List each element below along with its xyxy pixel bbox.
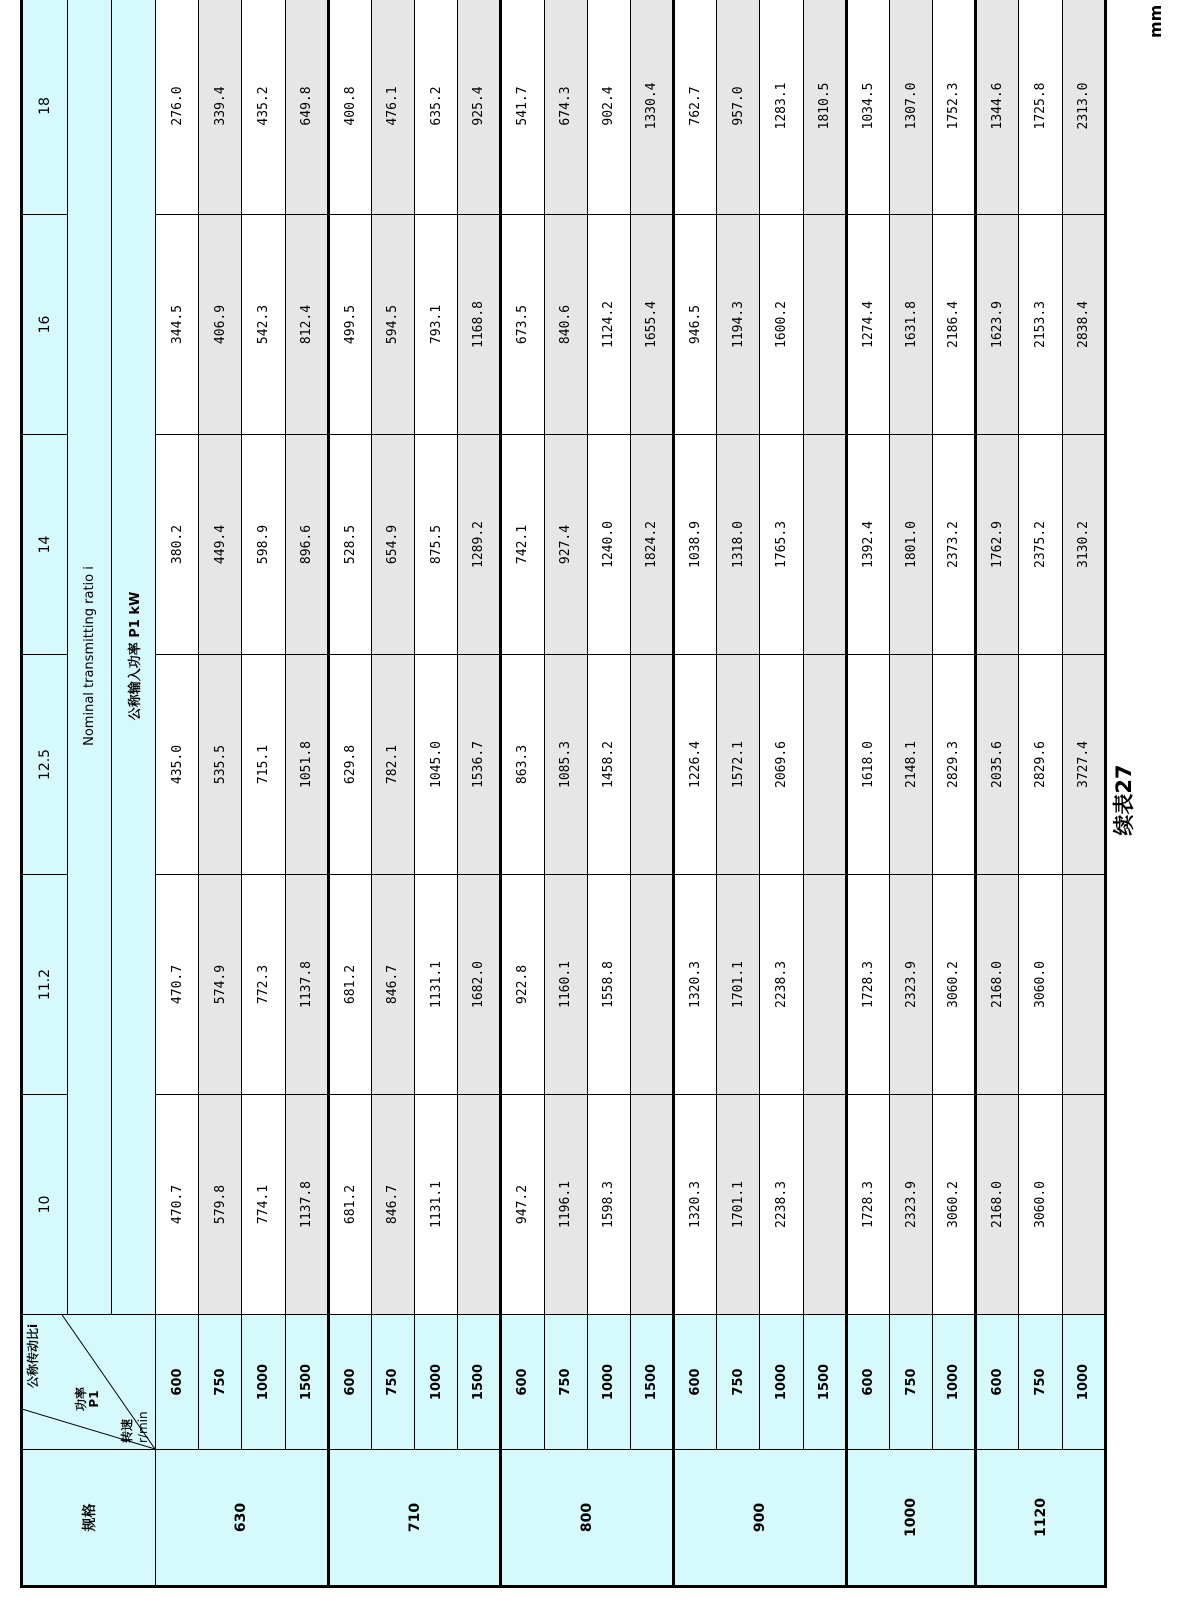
power-value-cell: 927.4 <box>544 435 587 655</box>
power-value-cell: 2238.3 <box>760 875 803 1095</box>
power-value-cell: 1458.2 <box>587 655 630 875</box>
power-value-cell <box>458 1095 501 1315</box>
power-value-cell: 380.2 <box>156 435 199 655</box>
power-value-cell: 535.5 <box>199 655 242 875</box>
table-row <box>415 0 458 1587</box>
power-value-cell: 1307.0 <box>889 0 932 215</box>
power-value-cell: 715.1 <box>242 655 285 875</box>
table-row <box>544 0 587 1587</box>
power-value-cell: 674.3 <box>544 0 587 215</box>
power-caption: 公称输入功率 P1 kW <box>112 0 156 1315</box>
power-value-cell: 1752.3 <box>933 0 976 215</box>
power-value-cell: 2323.9 <box>889 875 932 1095</box>
power-value-cell: 1824.2 <box>630 435 673 655</box>
power-value-cell <box>1062 875 1105 1095</box>
power-value-cell: 1137.8 <box>285 875 328 1095</box>
power-value-cell: 863.3 <box>501 655 544 875</box>
power-value-cell: 579.8 <box>199 1095 242 1315</box>
speed-cell: 1500 <box>285 1315 328 1450</box>
spec-cell: 1120 <box>976 1450 1106 1587</box>
power-value-cell: 840.6 <box>544 215 587 435</box>
speed-cell: 1000 <box>587 1315 630 1450</box>
power-value-cell: 1701.1 <box>717 875 760 1095</box>
power-value-cell: 1194.3 <box>717 215 760 435</box>
power-value-cell: 896.6 <box>285 435 328 655</box>
power-value-cell: 1623.9 <box>976 215 1019 435</box>
power-value-cell: 1051.8 <box>285 655 328 875</box>
power-value-cell: 3060.2 <box>933 875 976 1095</box>
power-value-cell <box>803 215 846 435</box>
table-row <box>889 0 932 1587</box>
page-title: 续表27 <box>1112 764 1136 836</box>
power-value-cell: 774.1 <box>242 1095 285 1315</box>
power-value-cell: 947.2 <box>501 1095 544 1315</box>
power-value-cell: 1728.3 <box>846 1095 889 1315</box>
power-value-cell: 681.2 <box>328 875 371 1095</box>
spec-cell: 1000 <box>846 1450 976 1587</box>
power-value-cell: 762.7 <box>674 0 717 215</box>
power-value-cell: 1034.5 <box>846 0 889 215</box>
power-value-cell: 2838.4 <box>1062 215 1105 435</box>
table-row <box>674 0 717 1587</box>
power-value-cell: 1801.0 <box>889 435 932 655</box>
power-value-cell: 400.8 <box>328 0 371 215</box>
power-value-cell <box>803 435 846 655</box>
power-value-cell: 1682.0 <box>458 875 501 1095</box>
power-value-cell: 635.2 <box>415 0 458 215</box>
power-value-cell: 2323.9 <box>889 1095 932 1315</box>
power-value-cell: 470.7 <box>156 875 199 1095</box>
power-value-cell: 406.9 <box>199 215 242 435</box>
power-value-cell: 1725.8 <box>1019 0 1062 215</box>
power-value-cell: 1344.6 <box>976 0 1019 215</box>
power-value-cell: 2168.0 <box>976 1095 1019 1315</box>
speed-cell: 600 <box>156 1315 199 1450</box>
power-value-cell: 598.9 <box>242 435 285 655</box>
power-value-cell: 2375.2 <box>1019 435 1062 655</box>
power-value-cell <box>630 1095 673 1315</box>
speed-cell: 750 <box>199 1315 242 1450</box>
power-value-cell: 2373.2 <box>933 435 976 655</box>
ratio-header: 10 <box>22 1095 68 1315</box>
power-value-cell <box>1062 1095 1105 1315</box>
spec-header: 规格 <box>22 1450 156 1587</box>
speed-cell: 1500 <box>803 1315 846 1450</box>
diagonal-header <box>22 1315 156 1450</box>
power-value-cell: 1038.9 <box>674 435 717 655</box>
power-value-cell: 846.7 <box>371 1095 414 1315</box>
power-value-cell: 3060.0 <box>1019 875 1062 1095</box>
speed-cell: 750 <box>889 1315 932 1450</box>
table-body <box>156 0 1106 1587</box>
power-value-cell: 2186.4 <box>933 215 976 435</box>
power-value-cell: 528.5 <box>328 435 371 655</box>
power-value-cell: 1762.9 <box>976 435 1019 655</box>
power-value-cell: 470.7 <box>156 1095 199 1315</box>
table-row <box>760 0 803 1587</box>
table-row <box>1019 0 1062 1587</box>
power-value-cell <box>803 1095 846 1315</box>
power-value-cell: 2035.6 <box>976 655 1019 875</box>
power-value-cell: 1226.4 <box>674 655 717 875</box>
power-table <box>20 0 1107 1588</box>
table-row <box>717 0 760 1587</box>
speed-cell: 600 <box>846 1315 889 1450</box>
power-value-cell: 3130.2 <box>1062 435 1105 655</box>
power-value-cell: 2829.3 <box>933 655 976 875</box>
table-row <box>285 0 328 1587</box>
power-value-cell: 499.5 <box>328 215 371 435</box>
power-value-cell: 629.8 <box>328 655 371 875</box>
table-row <box>328 0 371 1587</box>
power-value-cell: 2148.1 <box>889 655 932 875</box>
spec-cell: 800 <box>501 1450 674 1587</box>
power-value-cell: 2069.6 <box>760 655 803 875</box>
power-value-cell: 1168.8 <box>458 215 501 435</box>
table-row <box>199 0 242 1587</box>
ratio-header: 18 <box>22 0 68 215</box>
power-value-cell: 902.4 <box>587 0 630 215</box>
power-value-cell: 1289.2 <box>458 435 501 655</box>
power-value-cell <box>630 875 673 1095</box>
power-value-cell: 594.5 <box>371 215 414 435</box>
power-value-cell: 1392.4 <box>846 435 889 655</box>
power-value-cell: 772.3 <box>242 875 285 1095</box>
ratio-header: 16 <box>22 215 68 435</box>
speed-cell: 1500 <box>458 1315 501 1450</box>
power-value-cell: 1558.8 <box>587 875 630 1095</box>
speed-cell: 1000 <box>415 1315 458 1450</box>
power-value-cell: 1765.3 <box>760 435 803 655</box>
table-row <box>587 0 630 1587</box>
speed-cell: 1000 <box>242 1315 285 1450</box>
power-value-cell: 1536.7 <box>458 655 501 875</box>
power-value-cell: 957.0 <box>717 0 760 215</box>
speed-corner-label: 转速 <box>120 1418 134 1443</box>
speed-unit-label: r/min <box>136 1411 150 1443</box>
power-value-cell: 1598.3 <box>587 1095 630 1315</box>
power-value-cell: 846.7 <box>371 875 414 1095</box>
table-row <box>846 0 889 1587</box>
power-value-cell <box>803 655 846 875</box>
power-value-cell: 276.0 <box>156 0 199 215</box>
power-value-cell: 1318.0 <box>717 435 760 655</box>
ratio-header: 12.5 <box>22 655 68 875</box>
power-value-cell: 1600.2 <box>760 215 803 435</box>
power-value-cell: 1283.1 <box>760 0 803 215</box>
power-value-cell: 1728.3 <box>846 875 889 1095</box>
power-value-cell: 541.7 <box>501 0 544 215</box>
power-value-cell: 875.5 <box>415 435 458 655</box>
power-value-cell: 2153.3 <box>1019 215 1062 435</box>
speed-cell: 1000 <box>933 1315 976 1450</box>
power-value-cell: 1124.2 <box>587 215 630 435</box>
power-value-cell: 1572.1 <box>717 655 760 875</box>
table-row <box>458 0 501 1587</box>
power-value-cell: 1701.1 <box>717 1095 760 1315</box>
ratio-header: 11.2 <box>22 875 68 1095</box>
power-value-cell: 1160.1 <box>544 875 587 1095</box>
power-value-cell: 449.4 <box>199 435 242 655</box>
power-value-cell: 673.5 <box>501 215 544 435</box>
speed-cell: 750 <box>1019 1315 1062 1450</box>
power-value-cell: 1137.8 <box>285 1095 328 1315</box>
power-value-cell: 1196.1 <box>544 1095 587 1315</box>
power-value-cell: 925.4 <box>458 0 501 215</box>
table-row <box>933 0 976 1587</box>
power-value-cell: 742.1 <box>501 435 544 655</box>
unit-label: mm <box>1146 4 1165 38</box>
power-value-cell: 1810.5 <box>803 0 846 215</box>
power-value-cell: 3060.2 <box>933 1095 976 1315</box>
power-value-cell: 654.9 <box>371 435 414 655</box>
table-row <box>803 0 846 1587</box>
power-value-cell: 1045.0 <box>415 655 458 875</box>
power-value-cell: 435.0 <box>156 655 199 875</box>
power-value-cell: 3060.0 <box>1019 1095 1062 1315</box>
power-value-cell: 1655.4 <box>630 215 673 435</box>
table-row <box>976 0 1019 1587</box>
speed-cell: 1000 <box>760 1315 803 1450</box>
table-row <box>630 0 673 1587</box>
power-value-cell: 782.1 <box>371 655 414 875</box>
speed-cell: 600 <box>501 1315 544 1450</box>
speed-cell: 600 <box>976 1315 1019 1450</box>
speed-cell: 600 <box>674 1315 717 1450</box>
speed-cell: 750 <box>371 1315 414 1450</box>
power-value-cell: 1320.3 <box>674 1095 717 1315</box>
table-row <box>242 0 285 1587</box>
power-value-cell: 649.8 <box>285 0 328 215</box>
power-value-cell: 1274.4 <box>846 215 889 435</box>
power-value-cell: 339.4 <box>199 0 242 215</box>
power-value-cell: 2168.0 <box>976 875 1019 1095</box>
power-value-cell: 1330.4 <box>630 0 673 215</box>
power-value-cell: 2238.3 <box>760 1095 803 1315</box>
power-value-cell: 2313.0 <box>1062 0 1105 215</box>
power-value-cell: 1618.0 <box>846 655 889 875</box>
power-value-cell: 1131.1 <box>415 1095 458 1315</box>
power-value-cell <box>803 875 846 1095</box>
power-value-cell: 435.2 <box>242 0 285 215</box>
power-value-cell: 1131.1 <box>415 875 458 1095</box>
power-value-cell <box>630 655 673 875</box>
table-row <box>156 0 199 1587</box>
speed-cell: 750 <box>544 1315 587 1450</box>
power-value-cell: 1320.3 <box>674 875 717 1095</box>
speed-cell: 1500 <box>630 1315 673 1450</box>
power-value-cell: 681.2 <box>328 1095 371 1315</box>
table-row <box>501 0 544 1587</box>
spec-cell: 630 <box>156 1450 329 1587</box>
ratio-caption: Nominal transmitting ratio i <box>68 0 112 1315</box>
power-value-cell: 344.5 <box>156 215 199 435</box>
power-value-cell: 812.4 <box>285 215 328 435</box>
speed-cell: 750 <box>717 1315 760 1450</box>
power-corner-label: 功率P1 <box>74 1387 102 1412</box>
power-value-cell: 1240.0 <box>587 435 630 655</box>
power-value-cell: 574.9 <box>199 875 242 1095</box>
ratio-header: 14 <box>22 435 68 655</box>
power-value-cell: 1085.3 <box>544 655 587 875</box>
table-row <box>371 0 414 1587</box>
spec-cell: 710 <box>328 1450 501 1587</box>
power-value-cell: 793.1 <box>415 215 458 435</box>
power-value-cell: 542.3 <box>242 215 285 435</box>
power-value-cell: 1631.8 <box>889 215 932 435</box>
ratio-corner-label: 公称传动比i <box>26 1323 40 1389</box>
power-value-cell: 3727.4 <box>1062 655 1105 875</box>
table-row <box>1062 0 1105 1587</box>
power-value-cell: 476.1 <box>371 0 414 215</box>
spec-cell: 900 <box>674 1450 847 1587</box>
speed-cell: 1000 <box>1062 1315 1105 1450</box>
power-value-cell: 946.5 <box>674 215 717 435</box>
power-value-cell: 922.8 <box>501 875 544 1095</box>
power-value-cell: 2829.6 <box>1019 655 1062 875</box>
speed-cell: 600 <box>328 1315 371 1450</box>
